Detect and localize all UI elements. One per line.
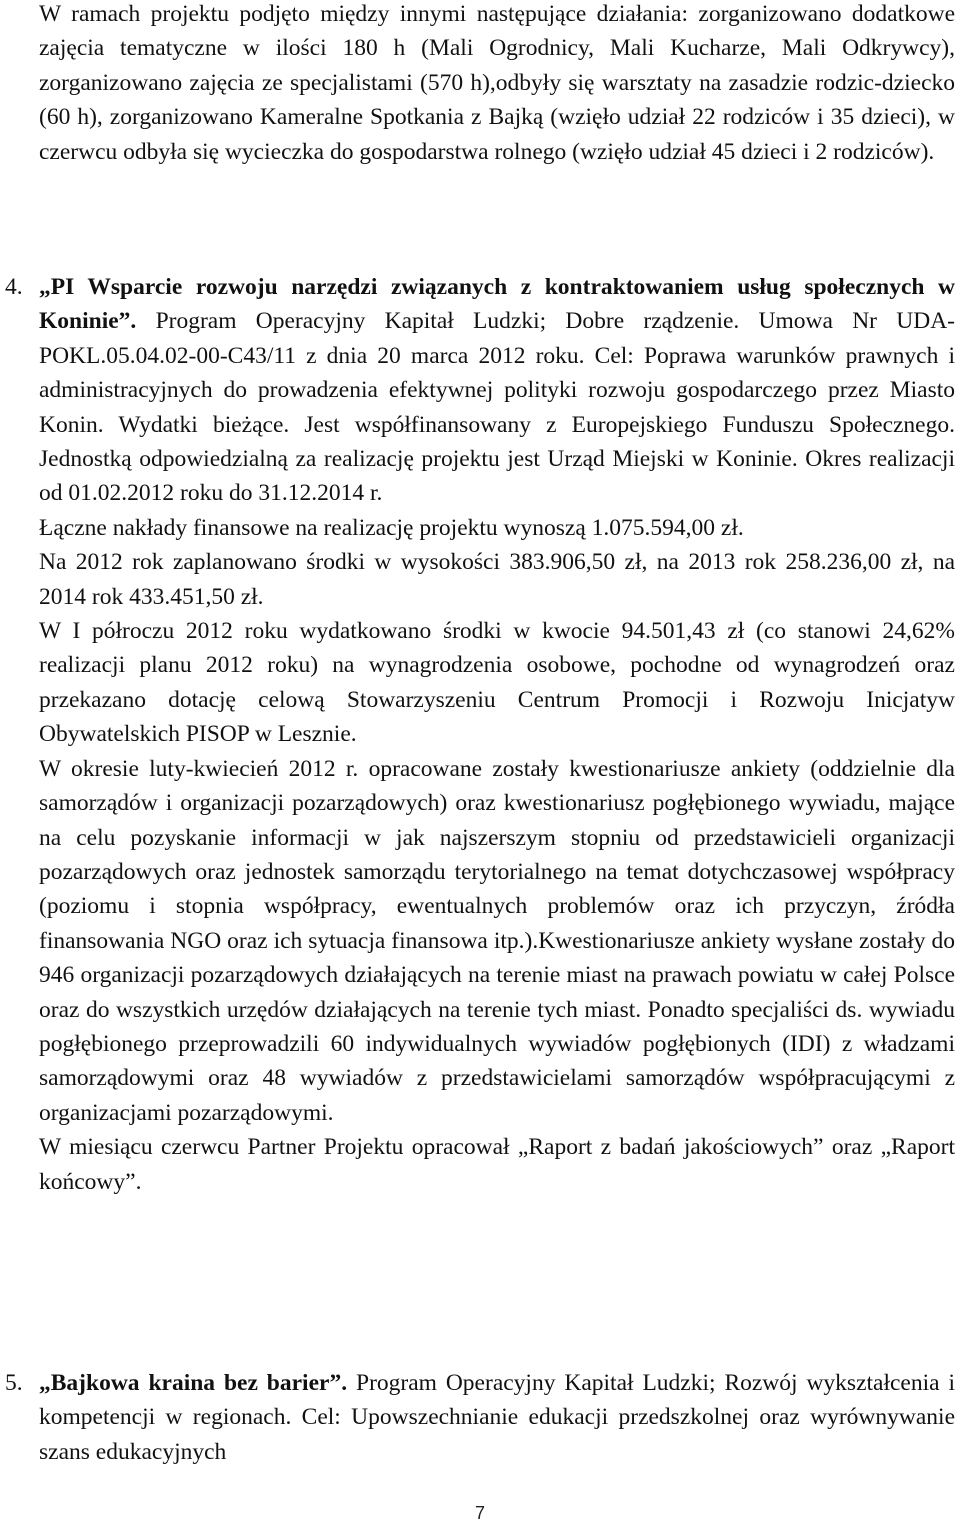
list-item-4-total-cost: Łączne nakłady finansowe na realizację projektu wynoszą 1.075.594,00 zł.	[39, 514, 744, 541]
list-item-5-description: Program Operacyjny Kapitał Ludzki; Rozwój wykształcenia i kompetencji w regionach. Cel: Upowszechnianie edukacji przedszkolnej oraz wyrównywanie szans edukacyjnych	[39, 1370, 956, 1465]
list-item-4-survey: W okresie luty-kwiecień 2012 r. opracowane zostały kwestionariusze ankiety (oddzielnie dla samorządów i organizacji pozarządowych) oraz kwestionariusz pogłębionego wywiadu, mające na celu pozyskanie informacji w jak najszerszym stopniu od przedstawicieli organizacji pozarządowych oraz jednostek samorządu terytorialnego na temat dotychczasowej współpracy (poziomu i stopnia współpracy, ewentualnych problemów oraz ich przyczyn, źródła finansowania NGO oraz ich sytuacja finansowa itp.).Kwestionariusze ankiety wysłane zostały do 946 organizacji pozarządowych działających na terenie miast na prawach powiatu w całej Polsce oraz do wszystkich urzędów działających na terenie tych miast. Ponadto specjaliści ds. wywiadu pogłębionego przeprowadzili 60 indywidualnych wywiadów pogłębionych (IDI) z władzami samorządowymi oraz 48 wywiadów z przedstawicielami samorządów współpracującymi z organizacjami pozarządowymi.	[39, 755, 955, 1126]
list-item-4-lead	[39, 270, 955, 511]
list-item-5-number: 5.	[5, 1370, 23, 1396]
list-item-4-description: Program Operacyjny Kapitał Ludzki; Dobre rządzenie. Umowa Nr UDA-POKL.05.04.02-00-C43/11 z dnia 20 marca 2012 roku. Cel: Poprawa warunków prawnych i administracyjnych do prowadzenia efektywnej polityki rozwoju gospodarczego przez Miasto Konin. Wydatki bieżące. Jest współfinansowany z Europejskiego Funduszu Społecznego. Jednostką odpowiedzialną za realizację projektu jest Urząd Miejski w Koninie. Okres realizacji od 01.02.2012 roku do 31.12.2014 r.	[39, 308, 956, 507]
page-number: 7	[474, 1503, 485, 1523]
list-item-4-spending: W I półroczu 2012 roku wydatkowano środki w kwocie 94.501,43 zł (co stanowi 24,62% realizacji planu 2012 roku) na wynagrodzenia osobowe, pochodne od wynagrodzeń oraz przekazano dotację celową Stowarzyszeniu Centrum Promocji i Rozwoju Inicjatyw Obywatelskich PISOP w Lesznie.	[39, 618, 955, 748]
list-item-5-lead	[39, 1366, 955, 1469]
list-item-4-body	[39, 270, 955, 1199]
list-item-4-yearly-plan: Na 2012 rok zaplanowano środki w wysokości 383.906,50 zł, na 2013 rok 258.236,00 zł, na 2014 rok 433.451,50 zł.	[39, 549, 955, 610]
intro-paragraph	[39, 0, 955, 169]
list-item-4-title: „PI Wsparcie rozwoju narzędzi związanych z kontraktowaniem usług społecznych w Koninie”.	[39, 274, 955, 335]
intro-text: W ramach projektu podjęto między innymi następujące działania: zorganizowano dodatkowe zajęcia tematyczne w ilości 180 h (Mali Ogrodnicy, Mali Kucharze, Mali Odkrywcy), zorganizowano zajęcia ze specjalistami (570 h),odbyły się warsztaty na zasadzie rodzic-dziecko (60 h), zorganizowano Kameralne Spotkania z Bajką (wzięło udział 22 rodziców i 35 dzieci), w czerwcu odbyła się wycieczka do gospodarstwa rolnego (wzięło udział 45 dzieci i 2 rodziców).	[39, 1, 955, 165]
list-item-4-number: 4.	[5, 274, 23, 300]
list-item-5-title: „Bajkowa kraina bez barier”.	[39, 1370, 348, 1396]
list-item-4-reports: W miesiącu czerwcu Partner Projektu opracował „Raport z badań jakościowych” oraz „Raport końcowy”.	[39, 1134, 955, 1195]
list-item-5-body	[39, 1366, 955, 1469]
